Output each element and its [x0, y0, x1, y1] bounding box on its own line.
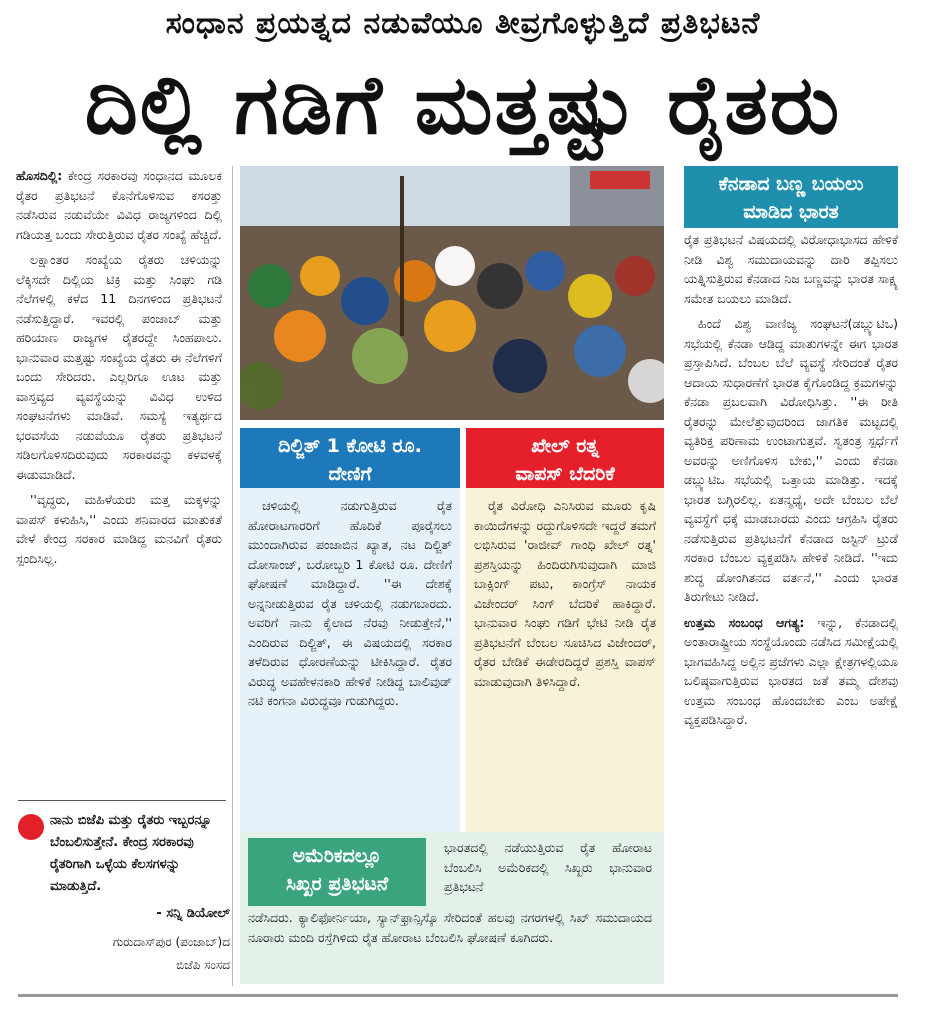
- quote-text: ನಾನು ಬಿಜೆಪಿ ಮತ್ತು ರೈತರು ಇಬ್ಬರನ್ನೂ ಬೆಂಬಲಿಸುತ್ತೇನೆ. ಕೇಂದ್ರ ಸರಕಾರವು ರೈತರಿಗಾಗಿ ಒಳ್ಳೆಯ ಕೆಲಸಗಳನ್ನು ಮಾಡುತ್ತಿದೆ.: [50, 813, 212, 894]
- canada-title-line2: ಮಾಡಿದ ಭಾರತ: [743, 201, 839, 223]
- diljit-body: ಚಳಿಯಲ್ಲಿ ನಡುಗುತ್ತಿರುವ ರೈತ ಹೋರಾಟಗಾರರಿಗೆ ಹೊದಿಕೆ ಪೂರೈಸಲು ಮುಂದಾಗಿರುವ ಪಂಜಾಬಿನ ಖ್ಯಾತ, ನಟ ದಿಲ್ಜಿತ್ ದೋಸಾಂಜ್, ಬರೋಬ್ಬರಿ 1 ಕೋಟಿ ರೂ. ದೇಣಿಗೆ ಘೋಷಣೆ ಮಾಡಿದ್ದಾರೆ. ''ಈ ದೇಶಕ್ಕೆ ಅನ್ನನೀಡುತ್ತಿರುವ ರೈತ ಚಳಿಯಲ್ಲಿ ನಡುಗಬಾರದು. ಅವರಿಗೆ ನಾನು ಕೈಲಾದ ನೆರವು ನೀಡುತ್ತೇನೆ,'' ಎಂದಿರುವ ದಿಲ್ಜಿತ್, ಈ ವಿಷಯದಲ್ಲಿ ಸರಕಾರ ತಳೆದಿರುವ ಧೋರಣೆಯನ್ನು ಟೀಕಿಸಿದ್ದಾರೆ. ರೈತರ ವಿರುದ್ಧ ಅವಹೇಳನಕಾರಿ ಹೇಳಿಕೆ ನೀಡಿದ್ದ ಬಾಲಿವುಡ್ ನಟಿ ಕಂಗನಾ ವಿರುದ್ಧವೂ ಗುಡುಗಿದ್ದರು.: [248, 498, 452, 708]
- quote-bullet-icon: [18, 814, 44, 840]
- america-box-title: [248, 838, 426, 906]
- khel-box-body: [466, 488, 664, 840]
- main-story-p3: ''ವೃದ್ಧರು, ಮಹಿಳೆಯರು ಮತ್ತ ಮಕ್ಕಳನ್ನು ವಾಪಸ್ ಕಳುಹಿಸಿ,'' ಎಂದು ಶನಿವಾರದ ಮಾತುಕತೆ ವೇಳೆ ಕೇಂದ್ರ ಸರಕಾರ ಮಾಡಿದ್ದ ಮನವಿಗೆ ರೈತರು ಸ್ಪಂದಿಸಿಲ್ಲ.: [16, 492, 222, 566]
- canada-box-title: [684, 166, 898, 228]
- quote-designation-2: ಬಿಜೆಪಿ ಸಂಸದ: [176, 958, 230, 972]
- diljit-box-title: [240, 428, 460, 492]
- protest-photo: [240, 166, 664, 420]
- bottom-rule: [18, 994, 898, 997]
- main-headline: ದಿಲ್ಲಿ ಗಡಿಗೆ ಮತ್ತಷ್ಟು ರೈತರು: [84, 58, 842, 153]
- quote-rule: [18, 800, 226, 801]
- main-story: [16, 166, 222, 574]
- america-body-top: ಭಾರತದಲ್ಲಿ ನಡೆಯುತ್ತಿರುವ ರೈತ ಹೋರಾಟ ಬೆಂಬಲಿಸಿ ಅಮೆರಿಕದಲ್ಲಿ ಸಿಖ್ಖರು ಭಾನುವಾರ ಪ್ರತಿಭಟನೆ: [444, 840, 652, 894]
- dateline: ಹೊಸದಿಲ್ಲಿ:: [16, 168, 63, 183]
- khel-body: ರೈತ ವಿರೋಧಿ ಎನಿಸಿರುವ ಮೂರು ಕೃಷಿ ಕಾಯಿದೆಗಳನ್ನು ರದ್ದುಗೊಳಿಸದೇ ಇದ್ದರೆ ತಮಗೆ ಲಭಿಸಿರುವ 'ರಾಜೀವ್ ಗಾಂಧಿ ಖೇಲ್ ರತ್ನ' ಪ್ರಶಸ್ತಿಯನ್ನು ಹಿಂದಿರುಗಿಸುವುದಾಗಿ ಮಾಜಿ ಬಾಕ್ಸಿಂಗ್ ಪಟು, ಕಾಂಗ್ರೆಸ್ ನಾಯಕ ವಿಜೇಂದರ್ ಸಿಂಗ್ ಬೆದರಿಕೆ ಹಾಕಿದ್ದಾರೆ. ಭಾನುವಾರ ಸಿಂಘು ಗಡಿಗೆ ಭೇಟಿ ನೀಡಿ ರೈತ ಪ್ರತಿಭಟನೆಗೆ ಬೆಂಬಲ ಸೂಚಿಸಿದ ವಿಜೇಂದರ್, ರೈತರ ಬೇಡಿಕೆ ಈಡೇರದಿದ್ದರೆ ಪ್ರಶಸ್ತಿ ವಾಪಸ್ ಮಾಡುವುದಾಗಿ ತಿಳಿಸಿದ್ದಾರೆ.: [474, 498, 656, 689]
- diljit-title-line2: ದೇಣಿಗೆ: [328, 463, 372, 485]
- khel-title-line1: ಖೇಲ್ ರತ್ನ: [531, 435, 599, 457]
- america-body-bottom: ನಡೆಸಿದರು. ಕ್ಯಾಲಿಫೋರ್ನಿಯಾ, ಸ್ಯಾನ್‌ಫ್ರಾನ್ಸಿಸ್ಕೊ ಸೇರಿದಂತೆ ಹಲವು ನಗರಗಳಲ್ಲಿ ಸಿಖ್ ಸಮುದಾಯದ ನೂರಾರು ಮಂದಿ ರಸ್ತೆಗಿಳಿದು ರೈತ ಹೋರಾಟ ಬೆಂಬಲಿಸಿ ಘೋಷಣೆ ಕೂಗಿದರು.: [248, 910, 652, 945]
- main-story-p1: ಕೇಂದ್ರ ಸರಕಾರವು ಸಂಧಾನದ ಮೂಲಕ ರೈತರ ಪ್ರತಿಭಟನೆ ಕೊನೆಗೊಳಿಸುವ ಕಸರತ್ತು ನಡೆಸಿರುವ ನಡುವೆಯೇ ವಿವಿಧ ರಾಜ್ಯಗಳಿಂದ ದಿಲ್ಲಿ ಗಡಿಯತ್ತ ಬಂದು ಸೇರುತ್ತಿರುವ ರೈತರ ಸಂಖ್ಯೆ ಹೆಚ್ಚಿದೆ.: [16, 168, 222, 242]
- canada-title-line1: ಕೆನಡಾದ ಬಣ್ಣ ಬಯಲು: [718, 173, 864, 195]
- quote-designation-1: ಗುರುದಾಸ್‌ಪುರ (ಪಂಜಾಬ್)ದ: [112, 935, 230, 949]
- quote-author: - ಸನ್ನಿ ಡಿಯೋಲ್: [156, 906, 230, 921]
- america-title-line1: ಅಮೆರಿಕದಲ್ಲೂ: [292, 845, 382, 867]
- america-title-line2: ಸಿಖ್ಖರ ಪ್ರತಿಭಟನೆ: [285, 873, 389, 895]
- canada-body: [684, 230, 898, 736]
- canada-sub-lead: ಉತ್ತಮ ಸಂಬಂಧ ಆಗತ್ಯ:: [684, 614, 805, 630]
- kicker-headline: ಸಂಧಾನ ಪ್ರಯತ್ನದ ನಡುವೆಯೂ ತೀವ್ರಗೊಳ್ಳುತ್ತಿದೆ ಪ್ರತಿಭಟನೆ: [165, 6, 761, 41]
- canada-p1: ರೈತ ಪ್ರತಿಭಟನೆ ವಿಷಯದಲ್ಲಿ ವಿರೋಧಾಭಾಸದ ಹೇಳಿಕೆ ನೀಡಿ ವಿಶ್ವ ಸಮುದಾಯವನ್ನು ದಾರಿ ತಪ್ಪಿಸಲು ಯತ್ನಿಸುತ್ತಿರುವ ಕೆನಡಾದ ನಿಜ ಬಣ್ಣವನ್ನು ಭಾರತ ಸಾಕ್ಷ್ಯ ಸಮೇತ ಬಯಲು ಮಾಡಿದೆ.: [684, 232, 898, 306]
- khel-box-title: [466, 428, 664, 492]
- canada-p3: ಇನ್ನು, ಕೆನಡಾದಲ್ಲಿ ಅಂತಾರಾಷ್ಟ್ರೀಯ ಸಂಸ್ಥೆಯೊಂದು ನಡೆಸಿದ ಸಮೀಕ್ಷೆಯಲ್ಲಿ ಭಾಗವಹಿಸಿದ್ದ ಅಲ್ಲಿನ ಪ್ರಜೆಗಳು ಎಲ್ಲಾ ಕ್ಷೇತ್ರಗಳಲ್ಲಿಯೂ ಬಲಿಷ್ಠವಾಗುತ್ತಿರುವ ಭಾರತದ ಜತೆ ತಮ್ಮ ದೇಶವು ಉತ್ತಮ ಸಂಬಂಧ ಹೊಂದಬೇಕು ಎಂಬ ಅಪೇಕ್ಷೆ ವ್ಯಕ್ತಪಡಿಸಿದ್ದಾರೆ.: [684, 614, 898, 727]
- main-story-p2: ಲಕ್ಷಾಂತರ ಸಂಖ್ಯೆಯ ರೈತರು ಚಳಿಯನ್ನು ಲೆಕ್ಕಿಸದೇ ದಿಲ್ಲಿಯ ಟಿಕ್ರಿ ಮತ್ತು ಸಿಂಘು ಗಡಿ ನೆಲೆಗಳಲ್ಲಿ ಕಳೆದ 11 ದಿನಗಳಿಂದ ಪ್ರತಿಭಟನೆ ನಡೆಸುತ್ತಿದ್ದಾರೆ. ಇವರಲ್ಲಿ ಪಂಜಾಬ್ ಮತ್ತು ಹರಿಯಾಣ ರಾಜ್ಯಗಳ ರೈತರದ್ದೇ ಸಿಂಹಪಾಲು. ಭಾನುವಾರ ಮತ್ತಷ್ಟು ಸಂಖ್ಯೆಯ ರೈತರು ಈ ನೆಲೆಗಳಿಗೆ ಬಂದು ಸೇರಿದರು. ಎಲ್ಲರಿಗೂ ಊಟ ಮತ್ತು ವಾಸ್ತವ್ಯದ ವ್ಯವಸ್ಥೆಯನ್ನು ವಿವಿಧ ಉಳಿದ ಸಂಘಟನೆಗಳು ಮಾಡಿವೆ. ಸಮಸ್ಯೆ ಇತ್ಯರ್ಥದ ಭರವಸೆಯ ನಡುವೆಯೂ ರೈತರು ಪ್ರತಿಭಟನೆ ಸಡಿಲಗೊಳಿಸದಿರುವುದು ಸರಕಾರವನ್ನು ಕಳವಳಕ್ಕೆ ಈಡುಮಾಡಿದೆ.: [16, 252, 222, 482]
- canada-p2: ಹಿಂದೆ ವಿಶ್ವ ವಾಣಿಜ್ಯ ಸಂಘಟನೆ(ಡಬ್ಲ್ಯುಟಿಒ) ಸಭೆಯಲ್ಲಿ ಕೆನಡಾ ಆಡಿದ್ದ ಮಾತುಗಳನ್ನೇ ಈಗ ಭಾರತ ಪ್ರಸ್ತಾಪಿಸಿದೆ. ಬೆಂಬಲ ಬೆಲೆ ವ್ಯವಸ್ಥೆ ಸೇರಿದಂತೆ ರೈತರ ಆದಾಯ ಸುಧಾರಣೆಗೆ ಭಾರತ ಕೈಗೊಂಡಿದ್ದ ಕ್ರಮಗಳನ್ನು ಕೆನಡಾ ಪ್ರಬಲವಾಗಿ ವಿರೋಧಿಸಿತ್ತು. ''ಈ ರೀತಿ ರೈತರನ್ನು ಮೇಲೆತ್ತುವುದರಿಂದ ಜಾಗತಿಕ ಮಟ್ಟದಲ್ಲಿ ವ್ಯತಿರಿಕ್ತ ಪರಿಣಾಮ ಉಂಟಾಗುತ್ತವೆ. ಸ್ವತಂತ್ರ ಸ್ಪರ್ಧೆಗೆ ಅವರನ್ನು ಅಣಿಗೊಳಿಸ ಬೇಕು,'' ಎಂದು ಕೆನಡಾ ಡಬ್ಲ್ಯುಟಿಒ ಸಭೆಯಲ್ಲಿ ಒತ್ತಾಯ ಮಾಡಿತ್ತು. ಇದಕ್ಕೆ ಭಾರತ ಬಗ್ಗಿರಲಿಲ್ಲ. ಏತನ್ಮಧ್ಯೆ, ಅದೇ ಬೆಂಬಲ ಬೆಲೆ ವ್ಯವಸ್ಥೆಗೆ ಧಕ್ಕೆ ಮಾಡಬಾರದು ಎಂದು ಆಗ್ರಹಿಸಿ ರೈತರು ನಡೆಸುತ್ತಿರುವ ಪ್ರತಿಭಟನೆಗೆ ಕೆನಡಾದ ಜಸ್ಟಿನ್ ಟ್ರುಡೆ ಸರಕಾರ ಬೆಂಬಲ ವ್ಯಕ್ತಪಡಿಸಿ ಹೇಳಿಕೆ ನೀಡಿದೆ. ''ಇದು ಶುದ್ಧ ಡೋಂಗಿತನದ ವರ್ತನೆ,'' ಎಂದು ಭಾರತ ತಿರುಗೇಟು ನೀಡಿದೆ.: [684, 316, 898, 604]
- diljit-box-body: [240, 488, 460, 840]
- diljit-title-line1: ದಿಲ್ಜಿತ್ 1 ಕೋಟಿ ರೂ.: [278, 435, 422, 457]
- column-divider: [232, 166, 233, 986]
- khel-title-line2: ವಾಪಸ್ ಬೆದರಿಕೆ: [515, 463, 615, 485]
